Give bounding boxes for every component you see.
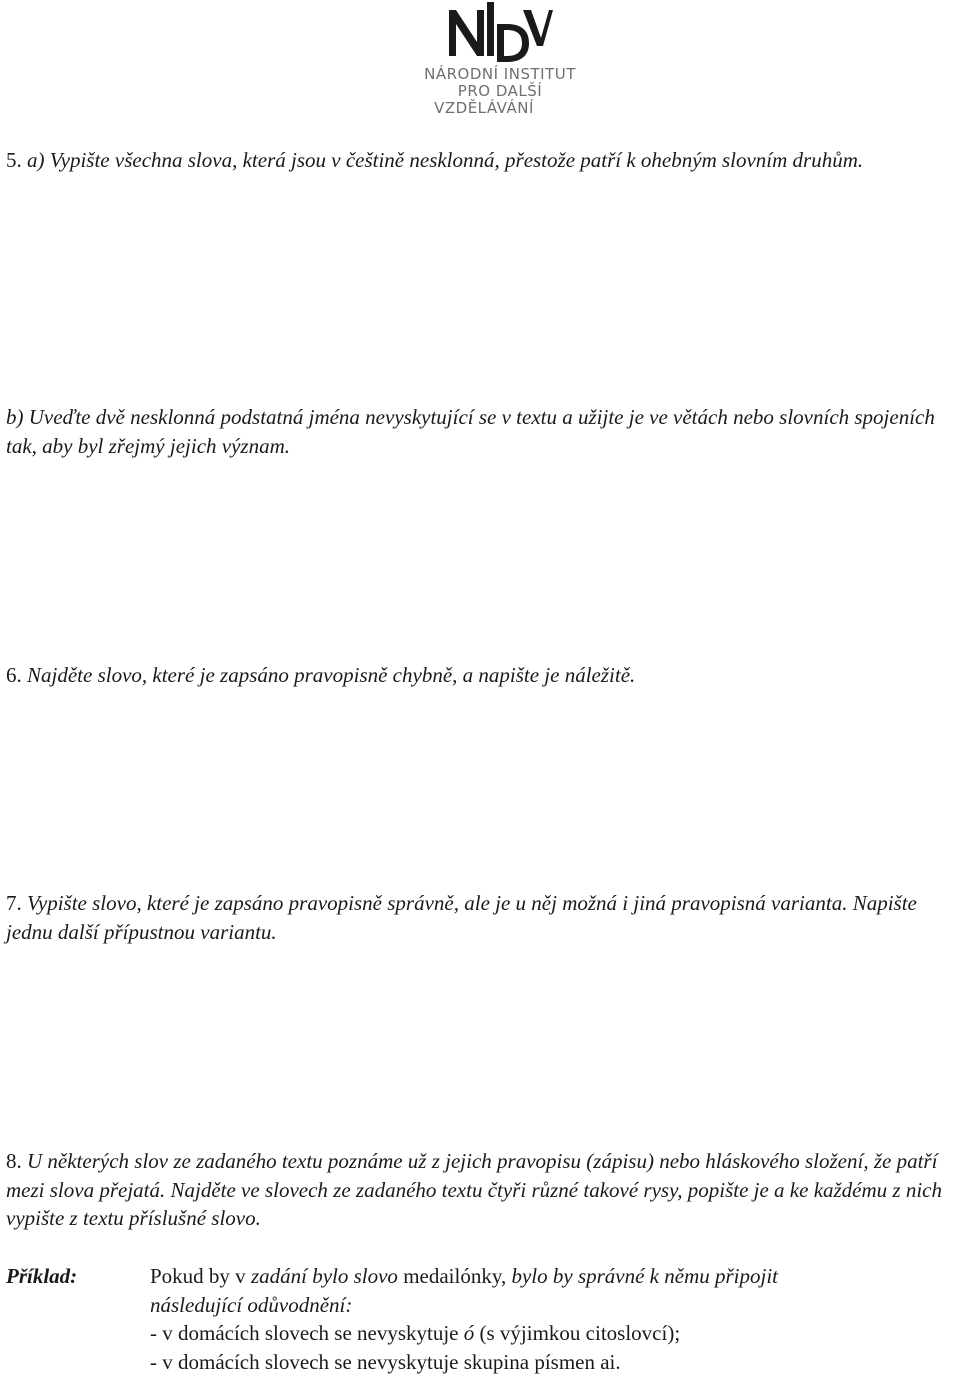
question-7 bbox=[6, 889, 956, 946]
example-body bbox=[150, 1262, 950, 1376]
example-line-3-part-c: (s výjimkou citoslovcí); bbox=[474, 1321, 680, 1345]
example-label: Příklad: bbox=[6, 1262, 77, 1291]
question-5-number: 5. bbox=[6, 148, 22, 172]
question-8-text: U některých slov ze zadaného textu poznáme už z jejich pravopisu (zápisu) nebo hláskového složení, že patří mezi slova přejatá. Najděte ve slovech ze zadaného textu čtyři různé takové rysy, popište je a ke každému z nich vypište z textu příslušné slovo. bbox=[6, 1149, 942, 1230]
question-6-text: Najděte slovo, které je zapsáno pravopisně chybně, a napište je náležitě. bbox=[27, 663, 635, 687]
question-8 bbox=[6, 1147, 956, 1233]
question-8-number: 8. bbox=[6, 1149, 22, 1173]
logo-text-line2: PRO DALŠÍ bbox=[405, 83, 595, 99]
example-line-4: - v domácích slovech se nevyskytuje skupina písmen ai. bbox=[150, 1348, 950, 1376]
question-5b bbox=[6, 403, 956, 460]
question-6-number: 6. bbox=[6, 663, 22, 687]
logo-text-line3: VZDĚLÁVÁNÍ bbox=[389, 100, 579, 116]
example-line-1-part-b: zadání bylo slovo bbox=[251, 1264, 398, 1288]
question-5a-text: a) Vypište všechna slova, která jsou v češtině nesklonná, přestože patří k ohebným slovním druhům. bbox=[27, 148, 863, 172]
example-line-1-part-d: bylo by správné k němu připojit bbox=[511, 1264, 778, 1288]
logo-text-line1: NÁRODNÍ INSTITUT bbox=[405, 66, 595, 82]
question-7-text: Vypište slovo, které je zapsáno pravopisně správně, ale je u něj možná i jiná pravopisná varianta. Napište jednu další přípustnou variantu. bbox=[6, 891, 917, 944]
question-7-number: 7. bbox=[6, 891, 22, 915]
question-6 bbox=[6, 661, 956, 690]
nidv-logo-mark bbox=[447, 2, 553, 64]
example-line-3 bbox=[150, 1319, 950, 1348]
question-5b-text: b) Uveďte dvě nesklonná podstatná jména nevyskytující se v textu a užijte je ve větách nebo slovních spojeních tak, aby byl zřejmý jejich význam. bbox=[6, 405, 935, 458]
example-line-1 bbox=[150, 1262, 950, 1291]
example-line-1-part-a: Pokud by v bbox=[150, 1264, 251, 1288]
example-line-3-part-b: ó bbox=[464, 1321, 475, 1345]
example-line-2: následující odůvodnění: bbox=[150, 1291, 950, 1320]
example-line-1-part-c: medailónky, bbox=[398, 1264, 512, 1288]
question-5a bbox=[6, 146, 956, 175]
example-line-3-part-a: - v domácích slovech se nevyskytuje bbox=[150, 1321, 464, 1345]
nidv-logo bbox=[405, 2, 595, 122]
